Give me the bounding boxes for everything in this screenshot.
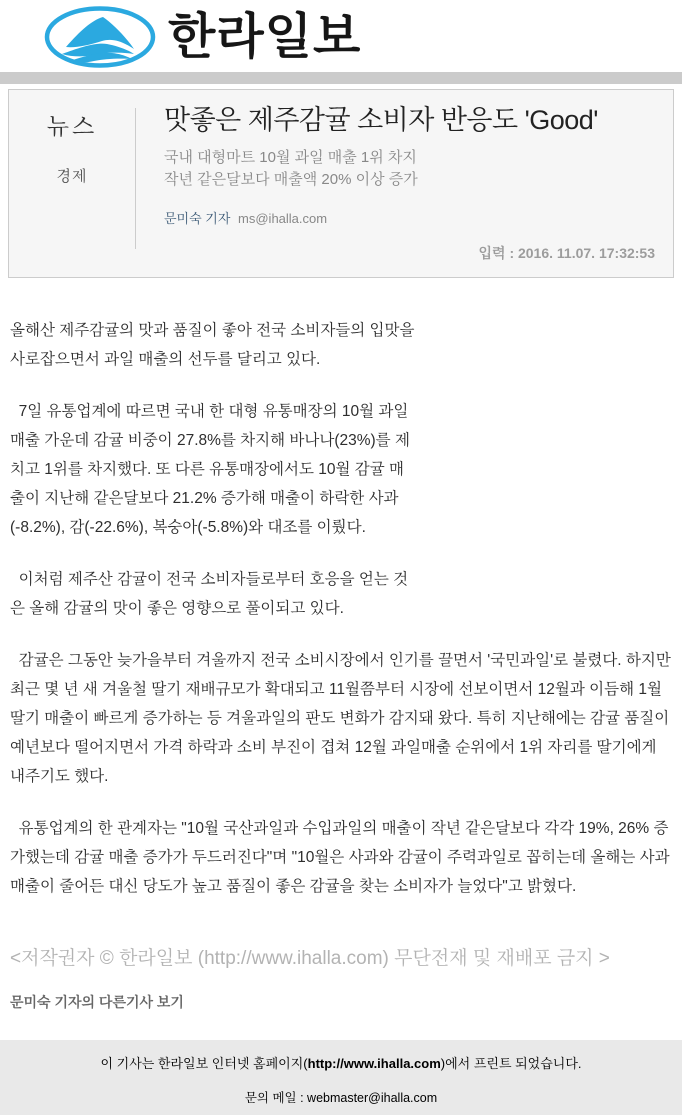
halla-mountain-wave-icon [44, 6, 156, 68]
article-body [0, 316, 682, 901]
paper-name: 한라일보 [168, 9, 362, 64]
masthead [0, 0, 682, 72]
article-title: 맛좋은 제주감귤 소비자 반응도 'Good' [164, 105, 598, 135]
article-subtitle-1: 국내 대형마트 10월 과일 매출 1위 차지 [164, 149, 417, 167]
reporter-other-articles-link[interactable]: 문미숙 기자의 다른기사 보기 [10, 994, 184, 1011]
print-notice [0, 1053, 682, 1072]
print-notice-suffix: )에서 프린트 되었습니다. [440, 1056, 582, 1072]
section-column [9, 104, 135, 263]
divider-bar [0, 72, 682, 84]
reporter-name: 문미숙 기자 [164, 211, 231, 227]
article-paragraph: 유통업계의 한 관계자는 "10월 국산과일과 수입과일의 매출이 작년 같은달보다 각각 19%, 26% 증가했는데 감귤 매출 증가가 두드러진다"며 "10월은 사과와 감귤이 주력과일로 꼽히는데 올해는 사과 매출이 줄어든 대신 당도가 높고 품질이 좋은 감귤을 찾는 소비자가 늘었다"고 밝혔다. [10, 820, 674, 896]
article-paragraph: 7일 유통업계에 따르면 국내 한 대형 유통매장의 10월 과일매출 가운데 감귤 비중이 27.8%를 차지해 바나나(23%)를 제치고 1위를 차지했다. 또 다른 유통매장에서도 10월 감귤 매출이 지난해 같은달보다 21.2% 증가해 매출이 하락한 사과(-8.2%), 감(-22.6%), 복숭아(-5.8%)와 대조를 이뤘다. [10, 403, 410, 537]
site-url: http://www.ihalla.com [307, 1056, 441, 1072]
reporter-line [164, 208, 655, 227]
article-paragraph: 감귤은 그동안 늦가을부터 겨울까지 전국 소비시장에서 인기를 끌면서 '국민과일'로 불렸다. 하지만 최근 몇 년 새 겨울철 딸기 재배규모가 확대되고 11월쯤부터 시장에 선보이면서 12월과 이듬해 1월 딸기 매출이 빠르게 증가하는 등 겨울과일의 판도 변화가 감지돼 왔다. 특히 지난해에는 감귤 품질이 예년보다 떨어지면서 가격 하락과 소비 부진이 겹쳐 12월 과일매출 순위에서 1위 자리를 딸기에게 내주기도 했다. [10, 652, 676, 786]
print-footer [0, 1040, 682, 1115]
category-label: 경제 [56, 168, 88, 185]
article-paragraph: 올해산 제주감귤의 맛과 품질이 좋아 전국 소비자들의 입맛을 사로잡으면서 과일 매출의 선두를 달리고 있다. [10, 322, 419, 369]
article-paragraph: 이처럼 제주산 감귤이 전국 소비자들로부터 호응을 얻는 것은 올해 감귤의 맛이 좋은 영향으로 풀이되고 있다. [10, 571, 409, 618]
article-subtitle-2: 작년 같은달보다 매출액 20% 이상 증가 [164, 171, 418, 189]
section-label: 뉴스 [46, 113, 98, 139]
headline-column [136, 104, 655, 263]
article-header-box [8, 89, 674, 278]
copyright-notice: <저작권자 © 한라일보 (http://www.ihalla.com) 무단전재 및 재배포 금지 > [10, 948, 610, 970]
publish-timestamp: 입력 : 2016. 11.07. 17:32:53 [478, 245, 655, 262]
contact-email-line: 문의 메일 : webmaster@ihalla.com [244, 1091, 438, 1106]
print-notice-prefix: 이 기사는 한라일보 인터넷 홈페이지( [100, 1056, 308, 1072]
reporter-email: ms@ihalla.com [238, 211, 328, 227]
